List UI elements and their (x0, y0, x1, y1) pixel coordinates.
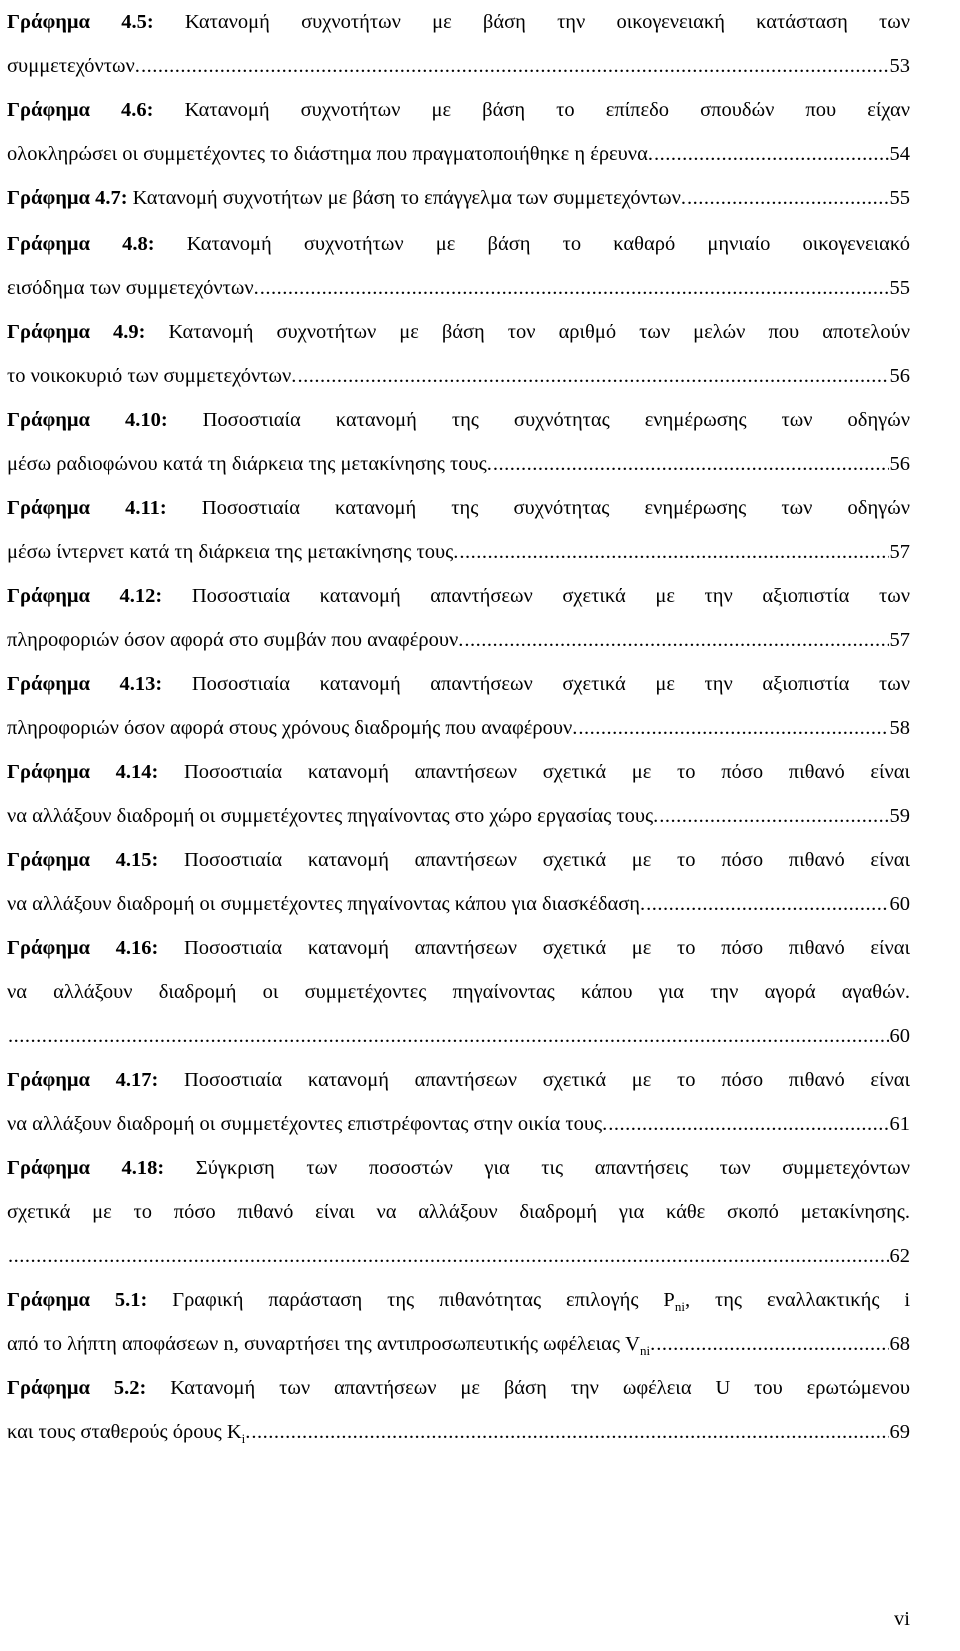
entry-label: Γράφημα (7, 99, 90, 121)
entry-title-line2: να αλλάξουν διαδρομή οι συμμετέχοντες πηγαίνοντας κάπου για διασκέδαση. (7, 893, 646, 915)
entry-title-line2: εισόδημα των συμμετεχόντων. (7, 277, 259, 299)
toc-entry-4-15[interactable] (7, 838, 910, 926)
entry-label: Γράφημα (7, 1377, 90, 1399)
entry-page: 69 (889, 1421, 910, 1443)
entry-number: 4.15: (115, 849, 159, 871)
entry-number: 5.1: (114, 1289, 148, 1311)
entry-label: Γράφημα (7, 187, 90, 209)
toc-entry-4-5[interactable] (7, 0, 910, 88)
entry-label: Γράφημα (7, 11, 90, 33)
toc-entry-4-7[interactable] (7, 176, 910, 220)
entry-number: 5.2: (113, 1377, 147, 1399)
entry-page: 56 (889, 365, 910, 387)
entry-number: 4.18: (121, 1157, 165, 1179)
subscript: ni (674, 1299, 685, 1315)
entry-label: Γράφημα (7, 761, 90, 783)
entry-title-line1: Ποσοστιαία κατανομή της συχνότητας ενημέρωσης των οδηγών (201, 497, 910, 519)
dot-leader (251, 1410, 888, 1454)
entry-label: Γράφημα (7, 1289, 90, 1311)
toc-entry-4-12[interactable] (7, 574, 910, 662)
subscript: ni (639, 1343, 651, 1359)
entry-title-line2: μέσω ραδιοφώνου κατά τη διάρκεια της μετακίνησης τους. (7, 453, 492, 475)
dot-leader (608, 1102, 888, 1146)
entry-number: 4.12: (119, 585, 163, 607)
entry-number: 4.17: (115, 1069, 159, 1091)
entry-title-line1: Κατανομή συχνοτήτων με βάση το καθαρό μηνιαίο οικογενειακό (186, 233, 910, 255)
entry-number: 4.9: (112, 321, 146, 343)
toc-entry-5-2[interactable] (7, 1366, 910, 1454)
entry-title-line2: συμμετεχόντων. (7, 55, 140, 77)
toc-entry-4-16[interactable] (7, 926, 910, 1058)
entry-page: 60 (889, 1025, 910, 1047)
entry-page: 60 (889, 893, 910, 915)
dot-leader (141, 44, 889, 88)
entry-title-line1: Κατανομή συχνοτήτων με βάση τον αριθμό των μελών που αποτελούν (168, 321, 910, 343)
entry-page: 68 (889, 1333, 910, 1355)
entry-title-line1: Ποσοστιαία κατανομή απαντήσεων σχετικά με το πόσο πιθανό είναι (184, 761, 910, 783)
entry-page: 59 (889, 805, 910, 827)
dot-leader (656, 1322, 888, 1366)
entry-page: 55 (889, 277, 910, 299)
dot-leader (464, 618, 888, 662)
entry-label: Γράφημα (7, 849, 90, 871)
entry-number: 4.16: (115, 937, 159, 959)
entry-number: 4.5: (121, 11, 154, 33)
entry-label: Γράφημα (7, 585, 90, 607)
entry-page: 58 (889, 717, 910, 739)
entry-title-line2-end: . (650, 1333, 656, 1355)
entry-label: Γράφημα (7, 1157, 90, 1179)
entry-number: 4.11: (125, 497, 167, 519)
toc-entry-4-18[interactable] (7, 1146, 910, 1278)
entry-title-line2: πληροφοριών όσον αφορά στους χρόνους διαδρομής που αναφέρουν. (7, 717, 578, 739)
toc-entry-4-9[interactable] (7, 310, 910, 398)
dot-leader (8, 1014, 889, 1058)
entry-page: 54 (889, 143, 910, 165)
entry-title-line1: Κατανομή συχνοτήτων με βάση το επάγγελμα των συμμετεχόντων. (132, 187, 687, 209)
entry-page: 55 (889, 187, 910, 209)
dot-leader (646, 882, 888, 926)
entry-title-line2: από το λήπτη αποφάσεων n, συναρτήσει της αντιπροσωπευτικής ωφέλειας V (7, 1333, 640, 1355)
toc-entry-4-6[interactable] (7, 88, 910, 176)
toc-entry-4-10[interactable] (7, 398, 910, 486)
entry-label: Γράφημα (7, 497, 90, 519)
dot-leader (659, 794, 888, 838)
entry-page: 62 (889, 1245, 910, 1267)
entry-title-line2: να αλλάξουν διαδρομή οι συμμετέχοντες επιστρέφοντας στην οικία τους. (7, 1113, 608, 1135)
dot-leader (459, 530, 888, 574)
entry-title-line2: ολοκληρώσει οι συμμετέχοντες το διάστημα που πραγματοποιήθηκε η έρευνα. (7, 143, 653, 165)
toc-entry-4-17[interactable] (7, 1058, 910, 1146)
dot-leader (297, 354, 888, 398)
entry-number: 4.8: (122, 233, 155, 255)
entry-number: 4.7: (95, 187, 128, 209)
page-number: vi (894, 1608, 910, 1630)
entry-title-line2-end: . (245, 1421, 251, 1443)
entry-title-line2: και τους σταθερούς όρους K (7, 1421, 242, 1443)
entry-title-line1: Ποσοστιαία κατανομή απαντήσεων σχετικά με το πόσο πιθανό είναι (184, 937, 910, 959)
dot-leader (493, 442, 889, 486)
entry-page: 57 (889, 541, 910, 563)
entry-title-line1: Ποσοστιαία κατανομή απαντήσεων σχετικά με το πόσο πιθανό είναι (184, 1069, 910, 1091)
entry-title-line2: σχετικά με το πόσο πιθανό είναι να αλλάξουν διαδρομή για κάθε σκοπό μετακίνησης. (7, 1201, 910, 1223)
entry-title-line1: Κατανομή των απαντήσεων με βάση την ωφέλεια U του ερωτώμενου (170, 1377, 910, 1399)
entry-number: 4.6: (121, 99, 154, 121)
entry-page: 61 (889, 1113, 910, 1135)
entry-title-line2: να αλλάξουν διαδρομή οι συμμετέχοντες πηγαίνοντας στο χώρο εργασίας τους. (7, 805, 659, 827)
entry-title-line1: Ποσοστιαία κατανομή της συχνότητας ενημέρωσης των οδηγών (202, 409, 910, 431)
entry-label: Γράφημα (7, 937, 90, 959)
dot-leader (8, 1234, 889, 1278)
subscript: i (241, 1431, 246, 1447)
entry-title-line1: Ποσοστιαία κατανομή απαντήσεων σχετικά με την αξιοπιστία των (191, 673, 910, 695)
dot-leader (260, 266, 889, 310)
entry-title-line1: Σύγκριση των ποσοστών για τις απαντήσεις των συμμετεχόντων (195, 1157, 910, 1179)
entry-title-line2: πληροφοριών όσον αφορά στο συμβάν που αναφέρουν. (7, 629, 464, 651)
dot-leader (578, 706, 888, 750)
dot-leader (687, 176, 888, 220)
entry-title-line1: Ποσοστιαία κατανομή απαντήσεων σχετικά με το πόσο πιθανό είναι (184, 849, 910, 871)
entry-number: 4.10: (124, 409, 168, 431)
toc-entry-5-1[interactable] (7, 1278, 910, 1366)
entry-label: Γράφημα (7, 1069, 90, 1091)
entry-label: Γράφημα (7, 321, 90, 343)
entry-title-line1: Κατανομή συχνοτήτων με βάση το επίπεδο σπουδών που είχαν (184, 99, 910, 121)
entry-title-line2: να αλλάξουν διαδρομή οι συμμετέχοντες πηγαίνοντας κάπου για την αγορά αγαθών. (7, 981, 910, 1003)
entry-title-line1-end: , της εναλλακτικής i (684, 1289, 910, 1311)
entry-label: Γράφημα (7, 409, 90, 431)
entry-label: Γράφημα (7, 233, 90, 255)
toc-entry-4-8[interactable] (7, 222, 910, 310)
entry-number: 4.13: (119, 673, 163, 695)
toc-entry-4-11[interactable] (7, 486, 910, 574)
entry-title-line2: μέσω ίντερνετ κατά τη διάρκεια της μετακίνησης τους. (7, 541, 459, 563)
entry-page: 53 (889, 55, 910, 77)
toc-entry-4-14[interactable] (7, 750, 910, 838)
dot-leader (654, 132, 889, 176)
toc-entry-4-13[interactable] (7, 662, 910, 750)
entry-number: 4.14: (115, 761, 159, 783)
entry-page: 56 (889, 453, 910, 475)
entry-title-line1: Ποσοστιαία κατανομή απαντήσεων σχετικά με την αξιοπιστία των (191, 585, 910, 607)
entry-title-line1: Γραφική παράσταση της πιθανότητας επιλογής P (172, 1289, 675, 1311)
entry-label: Γράφημα (7, 673, 90, 695)
entry-title-line1: Κατανομή συχνοτήτων με βάση την οικογενειακή κατάσταση των (184, 11, 910, 33)
entry-title-line2: το νοικοκυριό των συμμετεχόντων. (7, 365, 297, 387)
entry-page: 57 (889, 629, 910, 651)
